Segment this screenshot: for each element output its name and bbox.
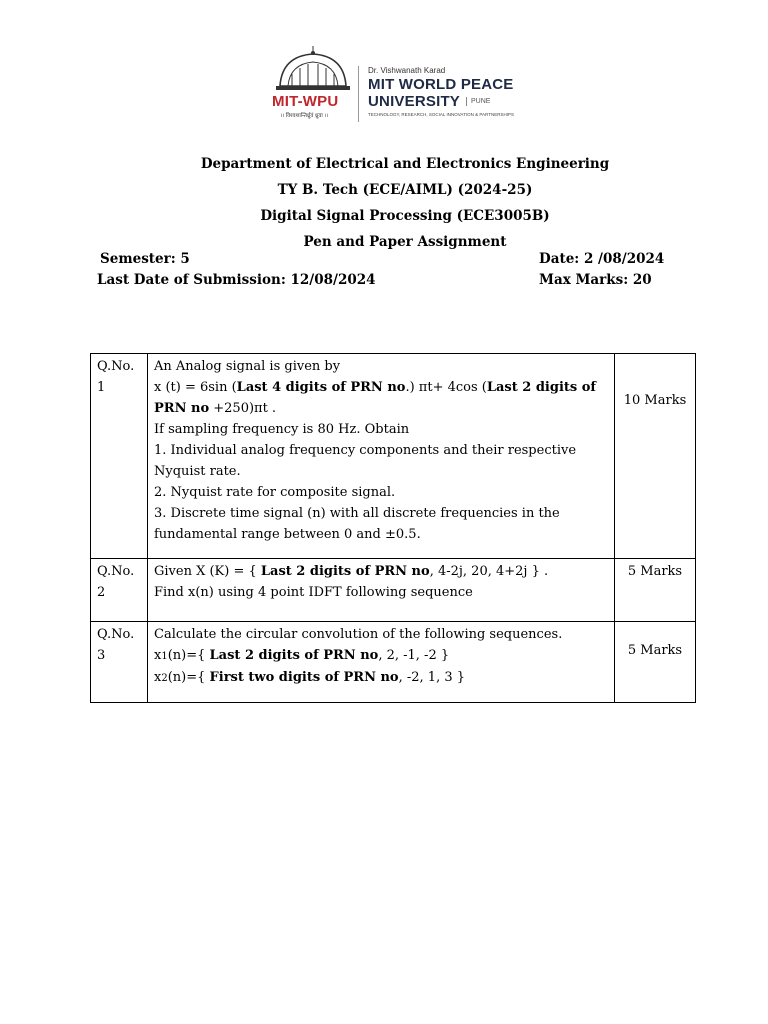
logo-wordmark (368, 66, 538, 117)
date-label: Date: 2 /08/2024 (539, 251, 665, 267)
logo-short-name: MIT-WPU (272, 93, 339, 110)
submission-date-label: Last Date of Submission: 12/08/2024 (97, 272, 376, 288)
logo-divider (358, 66, 359, 122)
table-row (91, 354, 696, 559)
question-number: Q.No. 2 (91, 559, 148, 622)
mit-wpu-emblem (270, 44, 356, 124)
question-marks: 10 Marks (615, 354, 696, 559)
logo-name-line2: UNIVERSITY (368, 93, 461, 110)
question-text: Given X (K) = { Last 2 digits of PRN no, 4-2j, 20, 4+2j } . Find x(n) using 4 point IDFT following sequence (148, 559, 615, 622)
max-marks-label: Max Marks: 20 (539, 272, 652, 288)
course-heading: Digital Signal Processing (ECE3005B) (260, 208, 550, 224)
question-text: An Analog signal is given by x (t) = 6sin (Last 4 digits of PRN no.) πt+ 4cos (Last 2 digits of PRN no +250)πt . If sampling frequency is 80 Hz. Obtain 1. Individual analog frequency components and their respective Nyquist rate. 2. Nyquist rate for composite signal. 3. Discrete time signal (n) with all discrete frequencies in the fundamental range between 0 and ±0.5. (148, 354, 615, 559)
question-marks: 5 Marks (615, 622, 696, 703)
question-number: Q.No. 1 (91, 354, 148, 559)
logo-founder: Dr. Vishwanath Karad (368, 66, 446, 75)
university-logo (270, 44, 530, 124)
table-row (91, 622, 696, 703)
question-text: Calculate the circular convolution of the following sequences. x1(n)={ Last 2 digits of PRN no, 2, -1, -2 } x2(n)={ First two digits of PRN no, -2, 1, 3 } (148, 622, 615, 703)
table-row (91, 559, 696, 622)
logo-motto: ।। विश्वशान्तिर्ध्रुवं ध्रुवा ।। (280, 113, 329, 119)
semester-label: Semester: 5 (100, 251, 190, 267)
questions-table (90, 353, 696, 703)
assignment-heading: Pen and Paper Assignment (303, 234, 507, 250)
dome-icon (270, 44, 356, 94)
signal-equation: x (t) = 6sin (Last 4 digits of PRN no.) πt+ 4cos (Last 2 digits of PRN no +250)πt . (154, 380, 597, 416)
department-heading: Department of Electrical and Electronics Engineering (200, 156, 610, 172)
question-number: Q.No. 3 (91, 622, 148, 703)
logo-city: PUNE (466, 97, 490, 106)
logo-tagline: TECHNOLOGY, RESEARCH, SOCIAL INNOVATION & PARTNERSHIPS (368, 112, 514, 117)
program-heading: TY B. Tech (ECE/AIML) (2024-25) (277, 182, 533, 198)
logo-name-line1: MIT WORLD PEACE (368, 76, 514, 93)
question-marks: 5 Marks (615, 559, 696, 622)
